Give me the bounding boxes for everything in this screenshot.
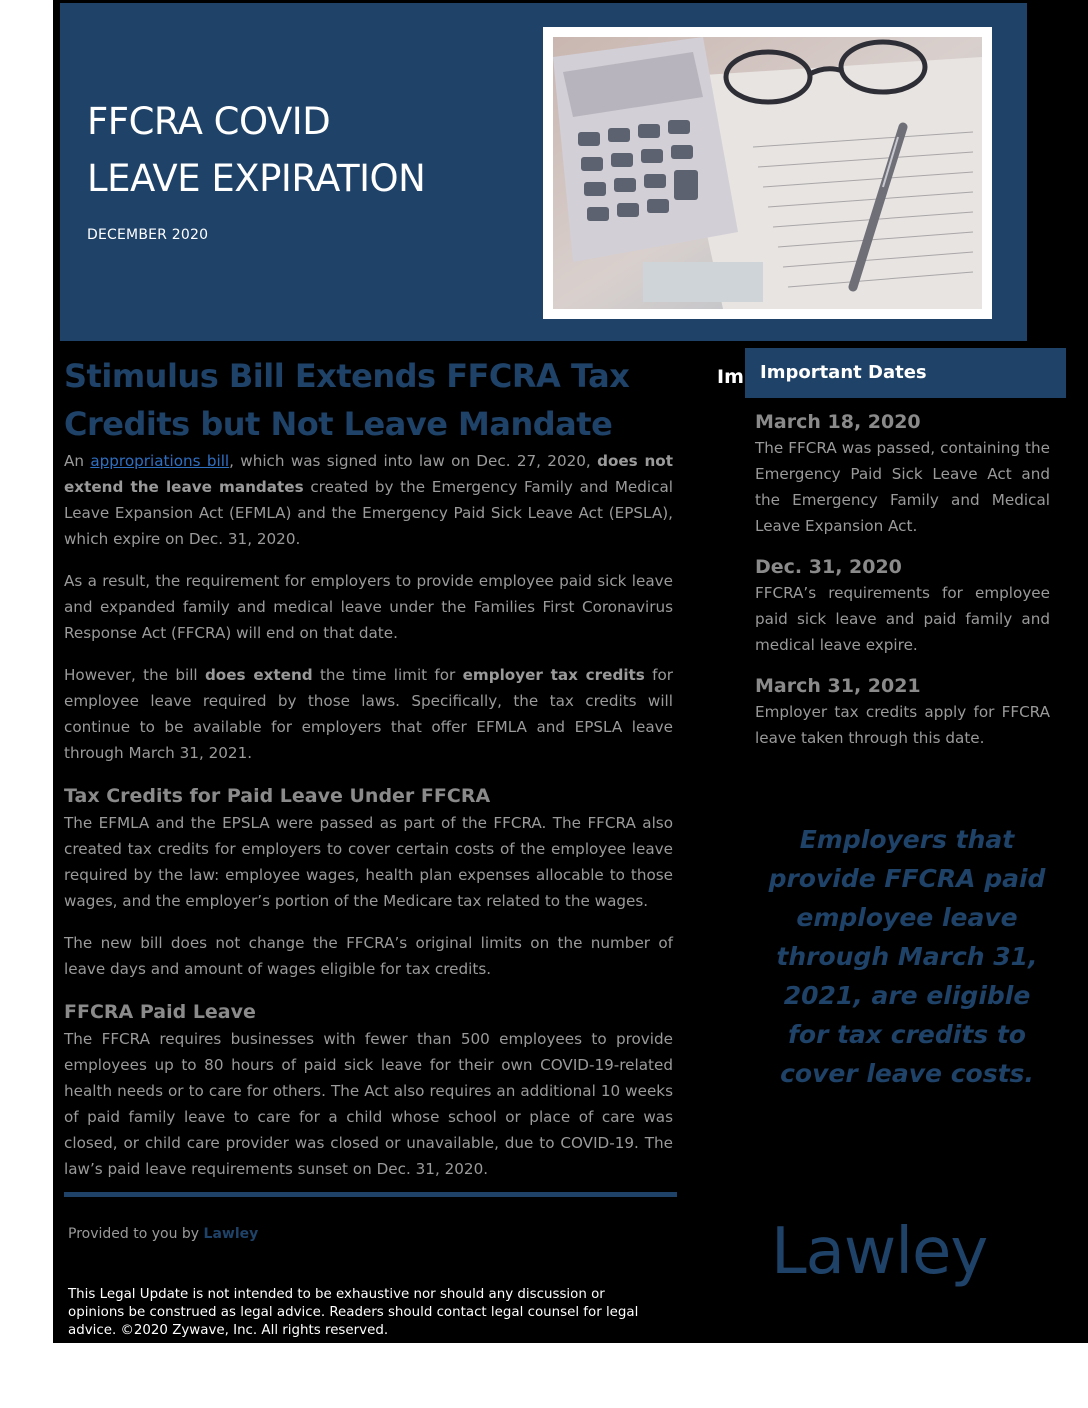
important-dates-list [755, 409, 1050, 766]
headline-line2: Credits but Not Leave Mandate [64, 405, 613, 443]
header-photo [543, 27, 992, 319]
header-banner [60, 3, 1027, 341]
paragraph-however: However, the bill does extend the time limit for employer tax credits for employee leave required by those laws. Specifically, the tax credits will continue to be available for employers that offer EFMLA and EPSLA leave through March 31, 2021. [64, 666, 674, 762]
header-title [87, 93, 425, 207]
lawley-logo: Lawley [771, 1215, 988, 1289]
section-heading-tax-credits: Tax Credits for Paid Leave Under FFCRA [64, 785, 491, 807]
important-dates-header [745, 348, 1066, 398]
date-heading: Dec. 31, 2020 [755, 556, 902, 578]
paragraph-paid-leave: The FFCRA requires businesses with fewer than 500 employees to provide employees up to 80 hours of paid sick leave for their own COVID-19-related health needs or to care for others. The Act also requires an additional 10 weeks of paid family leave to care for a child whose school or place of care was closed, or child care provider was closed or unavailable, due to COVID-19. The law’s paid leave requirements sunset on Dec. 31, 2020. [64, 1030, 673, 1178]
main-article [64, 352, 673, 1198]
paragraph-intro: An appropriations bill, which was signed into law on Dec. 27, 2020, does not extend the leave mandates created by the Emergency Family and Medical Leave Expansion Act (EFMLA) and the Emergency Paid Sick Leave Act (EPSLA), which expire on Dec. 31, 2020. [64, 452, 674, 548]
date-description: FFCRA’s requirements for employee paid sick leave and paid family and medical leave expire. [755, 584, 1050, 654]
paragraph-tax-credits: The EFMLA and the EPSLA were passed as part of the FFCRA. The FFCRA also created tax credits for employers to cover certain costs of the employee leave required by the law: employee wages, health plan expenses allocable to those wages, and the employer’s portion of the Medicare tax related to the wages. [64, 814, 673, 910]
legal-disclaimer: This Legal Update is not intended to be exhaustive nor should any discussion or opinions be construed as legal advice. Readers should contact legal counsel for legal advice. ©2020 Zywave, Inc. All rights reserved. [68, 1287, 639, 1338]
provided-by: Provided to you by Lawley [68, 1226, 259, 1242]
appropriations-bill-link[interactable]: appropriations bill [90, 452, 230, 470]
footer-divider [64, 1192, 677, 1197]
date-item [755, 673, 1050, 751]
date-description: Employer tax credits apply for FFCRA leave taken through this date. [755, 703, 1050, 747]
header-title-line1: FFCRA COVID [87, 100, 331, 143]
calculator-glasses-photo [553, 37, 982, 309]
date-item [755, 409, 1050, 539]
sidebar-cut-text: Im [717, 366, 744, 388]
header-date: DECEMBER 2020 [87, 227, 209, 243]
paragraph-result: As a result, the requirement for employers to provide employee paid sick leave and expanded family and medical leave under the Families First Coronavirus Response Act (FFCRA) will end on that date. [64, 572, 673, 642]
date-heading: March 18, 2020 [755, 411, 921, 433]
section-heading-paid-leave: FFCRA Paid Leave [64, 1001, 256, 1023]
date-description: The FFCRA was passed, containing the Emergency Paid Sick Leave Act and the Emergency Family and Medical Leave Expansion Act. [755, 439, 1050, 535]
pull-quote: Employers that provide FFCRA paid employee leave through March 31, 2021, are eligible for tax credits to cover leave costs. [768, 825, 1046, 1088]
paragraph-new-bill: The new bill does not change the FFCRA’s original limits on the number of leave days and amount of wages eligible for tax credits. [64, 934, 673, 978]
date-heading: March 31, 2021 [755, 675, 921, 697]
important-dates-title: Important Dates [760, 362, 927, 383]
header-title-line2: LEAVE EXPIRATION [87, 157, 426, 200]
date-item [755, 554, 1050, 658]
headline-line1: Stimulus Bill Extends FFCRA Tax [64, 357, 630, 395]
article-headline [64, 352, 673, 448]
provided-by-brand: Lawley [203, 1226, 259, 1242]
